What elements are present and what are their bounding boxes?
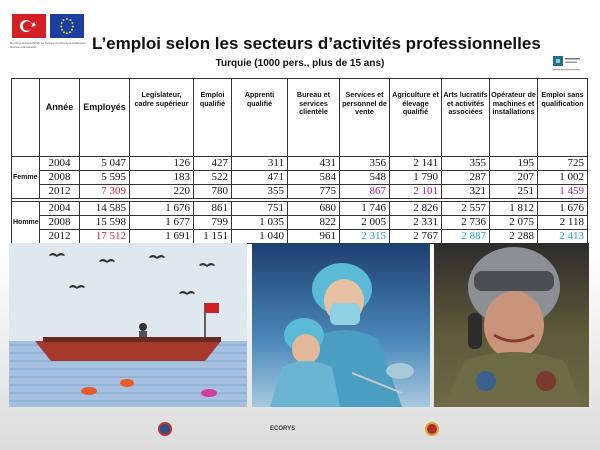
value-cell: 287 — [442, 171, 490, 185]
value-cell-highlight-cyan: 2 887 — [442, 230, 490, 244]
value-cell: 522 — [194, 171, 232, 185]
column-header-services: Services et personnel de vente — [340, 79, 390, 157]
value-cell: 220 — [130, 185, 194, 199]
value-cell: 1 691 — [130, 230, 194, 244]
value-cell: 780 — [194, 185, 232, 199]
year-cell: 2012 — [40, 230, 80, 244]
table-subtitle: Turquie (1000 pers., plus de 15 ans) — [215, 58, 385, 69]
value-cell: 1 676 — [538, 202, 588, 216]
table-row — [12, 185, 588, 199]
value-cell: 2 736 — [442, 216, 490, 230]
value-cell: 725 — [538, 157, 588, 171]
value-cell: 15 598 — [80, 216, 130, 230]
eu-turkey-logos — [8, 14, 88, 52]
value-cell: 1 790 — [390, 171, 442, 185]
column-header-employes: Employés — [80, 79, 130, 157]
value-cell: 751 — [232, 202, 288, 216]
value-cell: 2 118 — [538, 216, 588, 230]
partner-logo-icon — [552, 54, 582, 76]
eu-flag-icon — [50, 14, 84, 38]
value-cell: 1 746 — [340, 202, 390, 216]
value-cell: 1 676 — [130, 202, 194, 216]
column-header-operateur: Opérateur de machines et installations — [490, 79, 538, 157]
value-cell: 427 — [194, 157, 232, 171]
value-cell-highlight-magenta: 1 459 — [538, 185, 588, 199]
year-cell: 2008 — [40, 216, 80, 230]
column-header-agriculture: Agriculture et élevage qualifié — [390, 79, 442, 157]
column-header-bureau: Bureau et services clientèle — [288, 79, 340, 157]
footer-emblem-icon — [158, 422, 172, 436]
column-header-legislateur: Legislateur, cadre supérieur — [130, 79, 194, 157]
value-cell: 1 035 — [232, 216, 288, 230]
value-cell: 548 — [340, 171, 390, 185]
value-cell: 1 002 — [538, 171, 588, 185]
value-cell-highlight-red: 7 309 — [80, 185, 130, 199]
value-cell: 251 — [490, 185, 538, 199]
year-cell: 2004 — [40, 202, 80, 216]
value-cell: 2 288 — [490, 230, 538, 244]
surgeons-photo — [252, 243, 430, 407]
pilot-photo — [434, 243, 589, 407]
table-row — [12, 202, 588, 216]
year-cell: 2012 — [40, 185, 80, 199]
value-cell: 2 075 — [490, 216, 538, 230]
value-cell: 680 — [288, 202, 340, 216]
value-cell: 961 — [288, 230, 340, 244]
page-title: L’emploi selon les secteurs d’activités professionnelles — [92, 34, 541, 53]
table-row — [12, 171, 588, 185]
value-cell: 2 767 — [390, 230, 442, 244]
table-header-row — [12, 79, 588, 157]
column-header-emploi-qualifie: Emploi qualifié — [194, 79, 232, 157]
value-cell-highlight-magenta: 867 — [340, 185, 390, 199]
value-cell: 356 — [340, 157, 390, 171]
value-cell: 1 040 — [232, 230, 288, 244]
table-row — [12, 216, 588, 230]
value-cell: 471 — [232, 171, 288, 185]
value-cell: 2 826 — [390, 202, 442, 216]
value-cell: 2 141 — [390, 157, 442, 171]
value-cell: 822 — [288, 216, 340, 230]
value-cell: 5 595 — [80, 171, 130, 185]
value-cell: 195 — [490, 157, 538, 171]
value-cell: 1 151 — [194, 230, 232, 244]
table-row — [12, 230, 588, 244]
value-cell: 355 — [442, 157, 490, 171]
table-row — [12, 157, 588, 171]
value-cell: 1 812 — [490, 202, 538, 216]
value-cell: 431 — [288, 157, 340, 171]
column-header-apprenti: Apprenti qualifié — [232, 79, 288, 157]
ecorys-logo: ECORYS — [270, 426, 296, 432]
value-cell: 2 557 — [442, 202, 490, 216]
children-drawing-image — [9, 243, 247, 407]
value-cell: 799 — [194, 216, 232, 230]
logo-caption: Bu Proje Avrupa Birliği ve Türkiye Cumhuriyeti tarafından finanse edilmektedir — [10, 41, 86, 49]
value-cell: 311 — [232, 157, 288, 171]
employment-table — [11, 78, 588, 244]
value-cell-highlight-red: 17 512 — [80, 230, 130, 244]
value-cell: 2 331 — [390, 216, 442, 230]
column-header-sans-qualification: Emploi sans qualification — [538, 79, 588, 157]
value-cell-highlight-magenta: 2 101 — [390, 185, 442, 199]
value-cell: 2 005 — [340, 216, 390, 230]
value-cell: 5 047 — [80, 157, 130, 171]
group-label-femme: Femme — [12, 157, 40, 199]
value-cell: 14 585 — [80, 202, 130, 216]
value-cell: 321 — [442, 185, 490, 199]
value-cell: 775 — [288, 185, 340, 199]
group-label-homme: Homme — [12, 202, 40, 244]
value-cell: 355 — [232, 185, 288, 199]
year-cell: 2008 — [40, 171, 80, 185]
column-header-arts: Arts lucratifs et activités associées — [442, 79, 490, 157]
value-cell: 126 — [130, 157, 194, 171]
turkish-flag-icon — [12, 14, 46, 38]
value-cell: 861 — [194, 202, 232, 216]
value-cell-highlight-cyan: 2 315 — [340, 230, 390, 244]
value-cell: 207 — [490, 171, 538, 185]
value-cell-highlight-cyan: 2 413 — [538, 230, 588, 244]
group-column-header — [12, 79, 40, 157]
year-cell: 2004 — [40, 157, 80, 171]
value-cell: 183 — [130, 171, 194, 185]
column-header-annee: Année — [40, 79, 80, 157]
value-cell: 1 677 — [130, 216, 194, 230]
value-cell: 584 — [288, 171, 340, 185]
footer-gendarmerie-icon — [425, 422, 439, 436]
